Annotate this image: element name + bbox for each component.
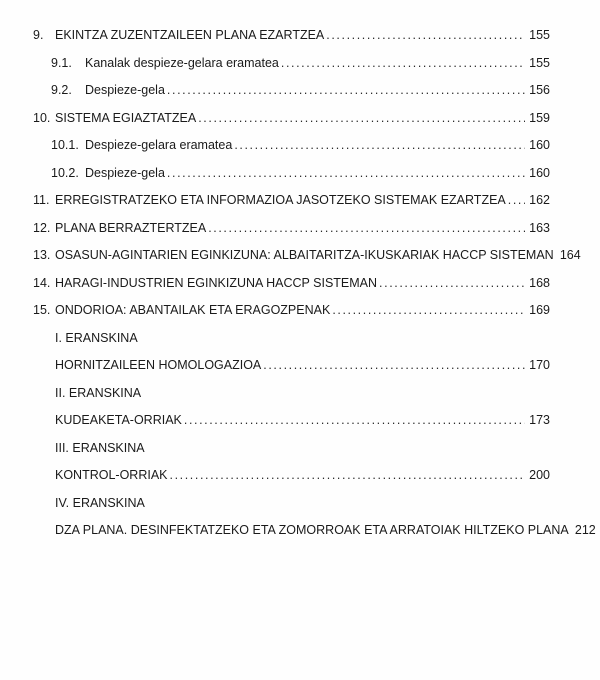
toc-entry-page: 212	[574, 523, 596, 537]
toc-entry-title: OSASUN-AGINTARIEN EGINKIZUNA: ALBAITARITZA-IKUSKARIAK HACCP SISTEMAN	[55, 248, 554, 262]
toc-entry-page: 169	[529, 303, 550, 317]
toc-entry-title: KUDEAKETA-ORRIAK	[55, 413, 182, 427]
annex-item-4	[33, 523, 596, 537]
toc-entry-number: 10.1.	[51, 138, 79, 152]
toc-entry-9-1	[33, 56, 550, 70]
toc-entry-number: 15.	[33, 303, 51, 317]
toc-entry-title: Kanalak despieze-gelara eramatea	[85, 55, 279, 70]
annex-item-3	[33, 468, 550, 482]
dot-leader	[332, 303, 525, 317]
annex-heading-2	[33, 386, 550, 400]
dot-leader	[508, 193, 525, 207]
dot-leader	[208, 221, 525, 235]
toc-entry-9	[33, 28, 550, 42]
toc-entry-title: EKINTZA ZUZENTZAILEEN PLANA EZARTZEA	[55, 28, 325, 42]
toc-entry-page: 200	[529, 468, 550, 482]
toc-entry-page: 170	[529, 358, 550, 372]
toc-entry-title: Despieze-gelara eramatea	[85, 138, 233, 152]
dot-leader	[198, 111, 525, 125]
toc-entry-number: 9.2.	[51, 83, 72, 97]
toc-entry-11	[33, 193, 550, 207]
toc-entry-page: 160	[529, 165, 550, 180]
dot-leader	[234, 138, 525, 152]
dot-leader	[281, 56, 525, 70]
toc-entry-number: 11.	[33, 193, 50, 207]
toc-entry-page: 164	[559, 248, 581, 262]
annex-heading-4	[33, 496, 550, 510]
toc-entry-page: 160	[529, 138, 550, 152]
dot-leader	[170, 468, 525, 482]
toc-entry-number: 10.	[33, 110, 51, 125]
toc-entry-number: 14.	[33, 275, 51, 290]
annex-item-2	[33, 413, 550, 427]
toc-entry-title: Despieze-gela	[85, 83, 165, 97]
toc-entry-page: 162	[529, 193, 550, 207]
toc-entry-title: Despieze-gela	[85, 165, 165, 180]
dot-leader	[184, 413, 525, 427]
toc-entry-title: III. ERANSKINA	[55, 440, 145, 455]
toc-entry-page: 173	[529, 413, 550, 427]
dot-leader	[326, 28, 525, 42]
toc-entry-page: 156	[529, 83, 550, 97]
toc-entry-title: I. ERANSKINA	[55, 330, 138, 345]
toc-entry-10-2	[33, 166, 550, 180]
dot-leader	[263, 358, 525, 372]
toc-entry-title: ONDORIOA: ABANTAILAK ETA ERAGOZPENAK	[55, 303, 331, 317]
toc-entry-12	[33, 221, 550, 235]
toc-entry-page: 168	[529, 275, 550, 290]
toc-entry-page: 159	[529, 110, 550, 125]
toc-entry-10-1	[33, 138, 550, 152]
annex-heading-3	[33, 441, 550, 455]
toc-entry-10	[33, 111, 550, 125]
toc-entry-title: IV. ERANSKINA	[55, 495, 145, 510]
toc-entry-number: 12.	[33, 220, 51, 235]
toc-entry-14	[33, 276, 550, 290]
toc-entry-title: DZA PLANA. DESINFEKTATZEKO ETA ZOMORROAK ETA ARRATOIAK HILTZEKO PLANA	[55, 523, 569, 537]
toc-entry-title: ERREGISTRATZEKO ETA INFORMAZIOA JASOTZEKO SISTEMAK EZARTZEA	[55, 193, 506, 207]
toc-entry-number: 9.	[33, 28, 44, 42]
toc-entry-title: SISTEMA EGIAZTATZEA	[55, 110, 197, 125]
toc-entry-9-2	[33, 83, 550, 97]
toc-entry-page: 155	[529, 55, 550, 70]
dot-leader	[167, 83, 525, 97]
toc-entry-number: 9.1.	[51, 55, 72, 70]
dot-leader	[379, 276, 525, 290]
annex-item-1	[33, 358, 550, 372]
toc-entry-title: II. ERANSKINA	[55, 385, 142, 400]
toc-entry-13	[33, 248, 581, 262]
toc-entry-page: 155	[529, 28, 550, 42]
dot-leader	[167, 166, 525, 180]
toc-entry-15	[33, 303, 550, 317]
annex-heading-1	[33, 331, 550, 345]
toc-entry-title: KONTROL-ORRIAK	[55, 468, 168, 482]
toc-entry-title: PLANA BERRAZTERTZEA	[55, 220, 207, 235]
toc-entry-number: 10.2.	[51, 165, 79, 180]
toc-entry-page: 163	[529, 220, 550, 235]
toc-entry-number: 13.	[33, 248, 51, 262]
toc-entry-title: HARAGI-INDUSTRIEN EGINKIZUNA HACCP SISTEMAN	[55, 275, 378, 290]
toc-entry-title: HORNITZAILEEN HOMOLOGAZIOA	[55, 358, 262, 372]
